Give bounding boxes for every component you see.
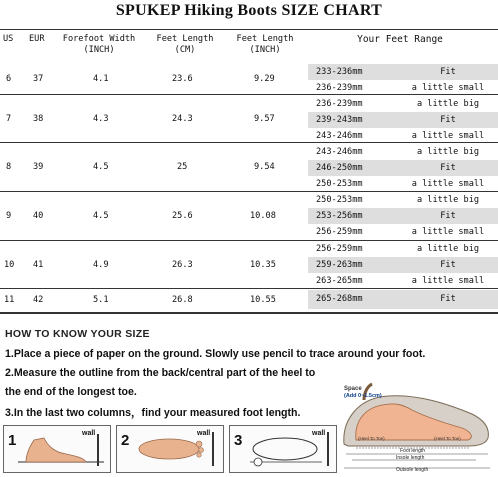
cell-eur: 39 <box>33 162 44 172</box>
cell-cm: 26.3 <box>172 260 193 270</box>
space-label: Space <box>344 386 362 392</box>
range-fit: a little small <box>411 227 485 237</box>
range-fit: a little small <box>411 131 485 141</box>
cell-inch: 10.55 <box>250 295 276 305</box>
cell-width: 4.5 <box>93 211 109 221</box>
range-mm: 233-236mm <box>316 67 363 77</box>
howto-step-2: 2.Measure the outline from the back/central part of the heel to <box>5 367 316 379</box>
howto-step-3: 3.In the last two columns，find your measured foot length. <box>5 407 301 419</box>
table-top-rule <box>0 29 498 30</box>
cell-cm: 25 <box>177 162 188 172</box>
foot-length-label: Foot length <box>400 448 426 454</box>
panel-number: 1 <box>8 432 17 449</box>
range-mm: 236-239mm <box>316 99 363 109</box>
range-row <box>308 112 498 128</box>
cell-us: 6 <box>6 74 12 84</box>
header-feet-cm-unit: (CM) <box>174 45 196 55</box>
range-row <box>308 192 498 208</box>
range-row <box>308 144 498 160</box>
heel-to-toe-label-2: (Heel To Toe) <box>434 436 461 441</box>
range-mm: 259-263mm <box>316 260 363 270</box>
cell-eur: 38 <box>33 114 44 124</box>
header-feet-inch-label: Feet Length <box>236 34 294 44</box>
range-row <box>308 290 498 309</box>
header-forefoot-label: Forefoot Width <box>62 34 136 44</box>
instruction-panel-1 <box>3 425 111 473</box>
range-mm: 243-246mm <box>316 131 363 141</box>
header-feet-cm <box>150 34 220 56</box>
range-fit: Fit <box>440 211 456 221</box>
range-fit: Fit <box>440 67 456 77</box>
range-row <box>308 96 498 112</box>
panel-number: 3 <box>234 432 243 449</box>
cell-us: 10 <box>4 260 15 270</box>
header-eur: EUR <box>29 34 45 44</box>
range-row <box>308 64 498 80</box>
range-fit: a little big <box>416 99 480 109</box>
range-fit: Fit <box>440 260 456 270</box>
cell-inch: 10.08 <box>250 211 276 221</box>
header-feet-inch <box>230 34 300 56</box>
cell-cm: 24.3 <box>172 114 193 124</box>
cell-us: 11 <box>4 295 15 305</box>
range-fit: a little big <box>416 195 480 205</box>
instruction-panel-2 <box>116 425 224 473</box>
cell-width: 4.5 <box>93 162 109 172</box>
range-fit: Fit <box>440 115 456 125</box>
range-row <box>308 257 498 273</box>
header-us: US <box>3 34 14 44</box>
panel-number: 2 <box>121 432 130 449</box>
wall-label: wall <box>82 430 96 437</box>
range-mm: 256-259mm <box>316 227 363 237</box>
howto-step-1: 1.Place a piece of paper on the ground. Slowly use pencil to trace around your foot. <box>5 348 426 360</box>
cell-eur: 37 <box>33 74 44 84</box>
outsole-length-label: Outsole length <box>396 467 429 473</box>
table-bottom-rule <box>0 312 498 314</box>
range-fit: Fit <box>440 294 456 304</box>
cell-inch: 9.54 <box>254 162 275 172</box>
range-mm: 265-268mm <box>316 294 363 304</box>
header-range: Your Feet Range <box>357 34 443 45</box>
header-feet-cm-label: Feet Length <box>156 34 214 44</box>
header-forefoot <box>57 34 141 56</box>
range-mm: 236-239mm <box>316 83 363 93</box>
range-mm: 256-259mm <box>316 244 363 254</box>
instruction-panel-3 <box>229 425 337 473</box>
cell-inch: 9.57 <box>254 114 275 124</box>
cell-inch: 9.29 <box>254 74 275 84</box>
range-row <box>308 80 498 96</box>
cell-width: 5.1 <box>93 295 109 305</box>
range-fit: a little small <box>411 276 485 286</box>
range-fit: a little big <box>416 147 480 157</box>
range-row <box>308 224 498 240</box>
range-row <box>308 241 498 257</box>
cell-inch: 10.35 <box>250 260 276 270</box>
insole-length-label: Insole length <box>396 455 425 461</box>
range-row <box>308 128 498 144</box>
range-mm: 246-250mm <box>316 163 363 173</box>
howto-step-2-cont: the end of the longest toe. <box>5 386 137 398</box>
space-addition-label: (Add 0~1.5cm) <box>344 393 382 399</box>
cell-us: 8 <box>6 162 12 172</box>
wall-label: wall <box>197 430 211 437</box>
cell-cm: 25.6 <box>172 211 193 221</box>
range-mm: 250-253mm <box>316 195 363 205</box>
cell-width: 4.1 <box>93 74 109 84</box>
cell-us: 9 <box>6 211 12 221</box>
cell-cm: 23.6 <box>172 74 193 84</box>
foot-measurement-diagram <box>338 370 494 474</box>
chart-title: SPUKEP Hiking Boots SIZE CHART <box>115 2 383 19</box>
range-mm: 239-243mm <box>316 115 363 125</box>
range-fit: Fit <box>440 163 456 173</box>
header-forefoot-unit: (INCH) <box>83 45 115 55</box>
header-feet-inch-unit: (INCH) <box>249 45 281 55</box>
range-mm: 243-246mm <box>316 147 363 157</box>
cell-eur: 42 <box>33 295 44 305</box>
cell-us: 7 <box>6 114 12 124</box>
range-fit: a little small <box>411 83 485 93</box>
range-mm: 263-265mm <box>316 276 363 286</box>
cell-eur: 41 <box>33 260 44 270</box>
cell-width: 4.9 <box>93 260 109 270</box>
cell-cm: 26.8 <box>172 295 193 305</box>
range-mm: 250-253mm <box>316 179 363 189</box>
range-row <box>308 160 498 176</box>
range-row <box>308 208 498 224</box>
range-fit: a little big <box>416 244 480 254</box>
heel-to-toe-label: (Heel To Toe) <box>358 436 385 441</box>
range-mm: 253-256mm <box>316 211 363 221</box>
wall-label: wall <box>312 430 326 437</box>
range-row <box>308 176 498 192</box>
howto-heading: HOW TO KNOW YOUR SIZE <box>5 328 150 340</box>
cell-width: 4.3 <box>93 114 109 124</box>
range-row <box>308 273 498 289</box>
range-fit: a little small <box>411 179 485 189</box>
cell-eur: 40 <box>33 211 44 221</box>
